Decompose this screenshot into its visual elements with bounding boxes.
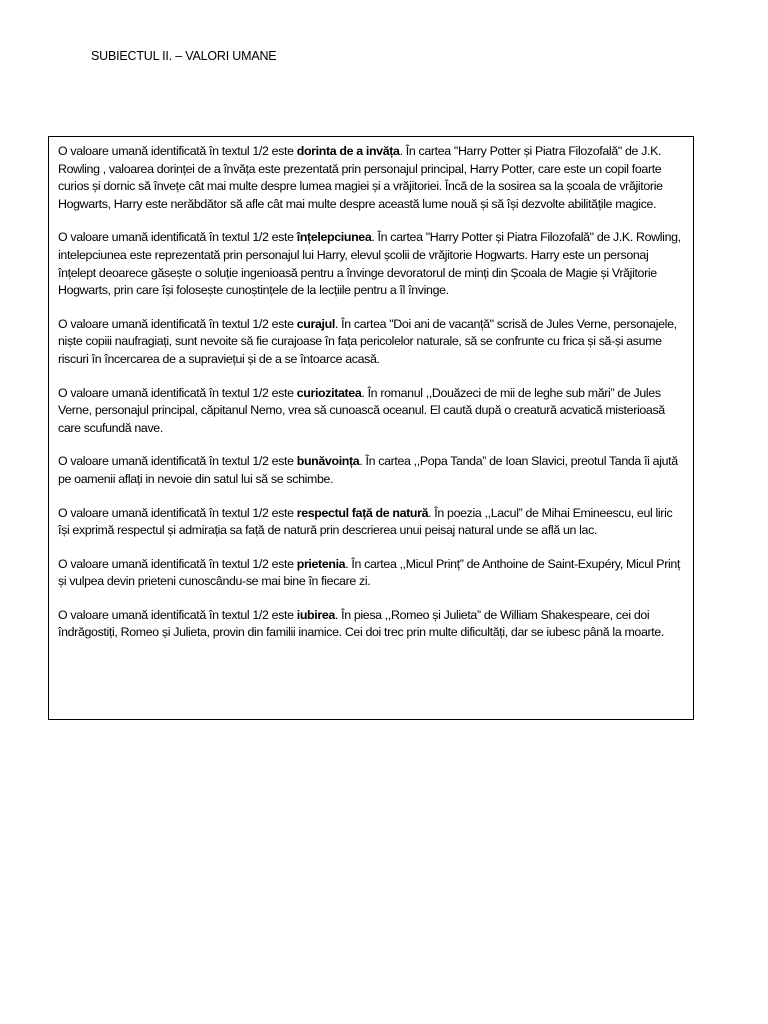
paragraph-7-body: . În cartea ,,Micul Prinț” de Anthoine de Saint-Exupéry, Micul Prinț și vulpea devin prieteni cunoscându-se mai bine în fiecare zi.: [58, 556, 681, 589]
paragraph-1-body: . În cartea "Harry Potter și Piatra Filozofală" de J.K. Rowling , valoarea dorinței de a învăța este prezentată prin personajul principal, Harry Potter, care este un copil foarte curios și dornic să învețe cât mai multe despre lumea magiei și a vrăjitoriei. Încă de la sosirea sa la școala de vrăjitorie Hogwarts, Harry este nerăbdător să afle cât mai multe despre această lume nouă și să își dezvolte abilitățile magice.: [58, 144, 663, 211]
paragraph-2-value: înțelepciunea: [296, 230, 372, 245]
paragraph-1: [58, 143, 685, 213]
paragraph-6-intro: O valoare umană identificată în textul 1/2 este: [58, 505, 297, 520]
paragraph-5: [58, 453, 685, 488]
paragraph-5-intro: O valoare umană identificată în textul 1/2 este: [58, 454, 297, 469]
paragraph-2: [58, 229, 685, 299]
paragraph-2-body: . În cartea "Harry Potter și Piatra Filozofală" de J.K. Rowling, intelepciunea este reprezentată prin personajul lui Harry, elevul școlii de vrăjitorie Hogwarts. Harry este un personaj înțelept deoarece găsește o soluție ingenioasă pentru a învinge devoratorul de minți din Școala de Magie și Vrăjitorie Hogwarts, prin care își folosește cunoștințele de la lecțiile pentru a îl învinge.: [58, 230, 681, 298]
paragraph-6: [58, 505, 685, 540]
paragraph-5-value: bunăvoința: [296, 454, 360, 469]
paragraph-2-intro: O valoare umană identificată în textul 1/2 este: [58, 230, 297, 245]
paragraph-8: [58, 607, 685, 642]
paragraph-8-value: iubirea: [296, 607, 335, 622]
paragraph-1-value: dorinta de a invăța: [296, 144, 400, 158]
paragraph-1-intro: O valoare umană identificată în textul 1/2 este: [58, 144, 297, 158]
paragraph-8-intro: O valoare umană identificată în textul 1/2 este: [58, 607, 297, 622]
paragraph-3-value: curajul: [296, 316, 335, 331]
paragraph-4-intro: O valoare umană identificată în textul 1/2 este: [58, 385, 297, 400]
paragraph-6-value: respectul față de natură: [296, 505, 429, 520]
page-heading: SUBIECTUL II. – VALORI UMANE: [91, 49, 277, 63]
paragraph-8-body: . În piesa ,,Romeo și Julieta” de William Shakespeare, cei doi îndrăgostiți, Romeo și Julieta, provin din familii inamice. Cei doi trec prin multe dificultăți, dar se iubesc până la moarte.: [58, 607, 665, 640]
paragraph-7: [58, 556, 685, 591]
paragraph-3-intro: O valoare umană identificată în textul 1/2 este: [58, 316, 297, 331]
paragraph-7-value: prietenia: [296, 556, 346, 571]
answer-box: [48, 136, 694, 720]
paragraph-4-body: . În romanul ,,Douăzeci de mii de leghe sub mări” de Jules Verne, personajul principal, căpitanul Nemo, vrea să cunoască oceanul. El caută după o creatură acvatică misterioasă care scufundă nave.: [58, 385, 665, 435]
paragraph-4-value: curiozitatea: [296, 385, 362, 400]
paragraph-5-body: . În cartea ,,Popa Tanda” de Ioan Slavici, preotul Tanda îi ajută pe oamenii aflați in nevoie din satul lui să se schimbe.: [58, 454, 678, 486]
paragraph-3: [58, 316, 685, 369]
paragraph-4: [58, 385, 685, 438]
paragraph-6-body: . În poezia ,,Lacul” de Mihai Emineescu, eul liric își exprimă respectul și admirația sa față de natură prin descrierea unui peisaj natural unde se află un lac.: [58, 505, 673, 538]
paragraph-7-intro: O valoare umană identificată în textul 1/2 este: [58, 556, 297, 571]
paragraph-3-body: . În cartea "Doi ani de vacanță" scrisă de Jules Verne, personajele, niște copiii naufragiați, sunt nevoite să fie curajoase în fața pericolelor naturale, să se confrunte cu frica și să-și asume riscuri în încercarea de a supraviețui și de a se întoarce acasă.: [58, 316, 677, 366]
